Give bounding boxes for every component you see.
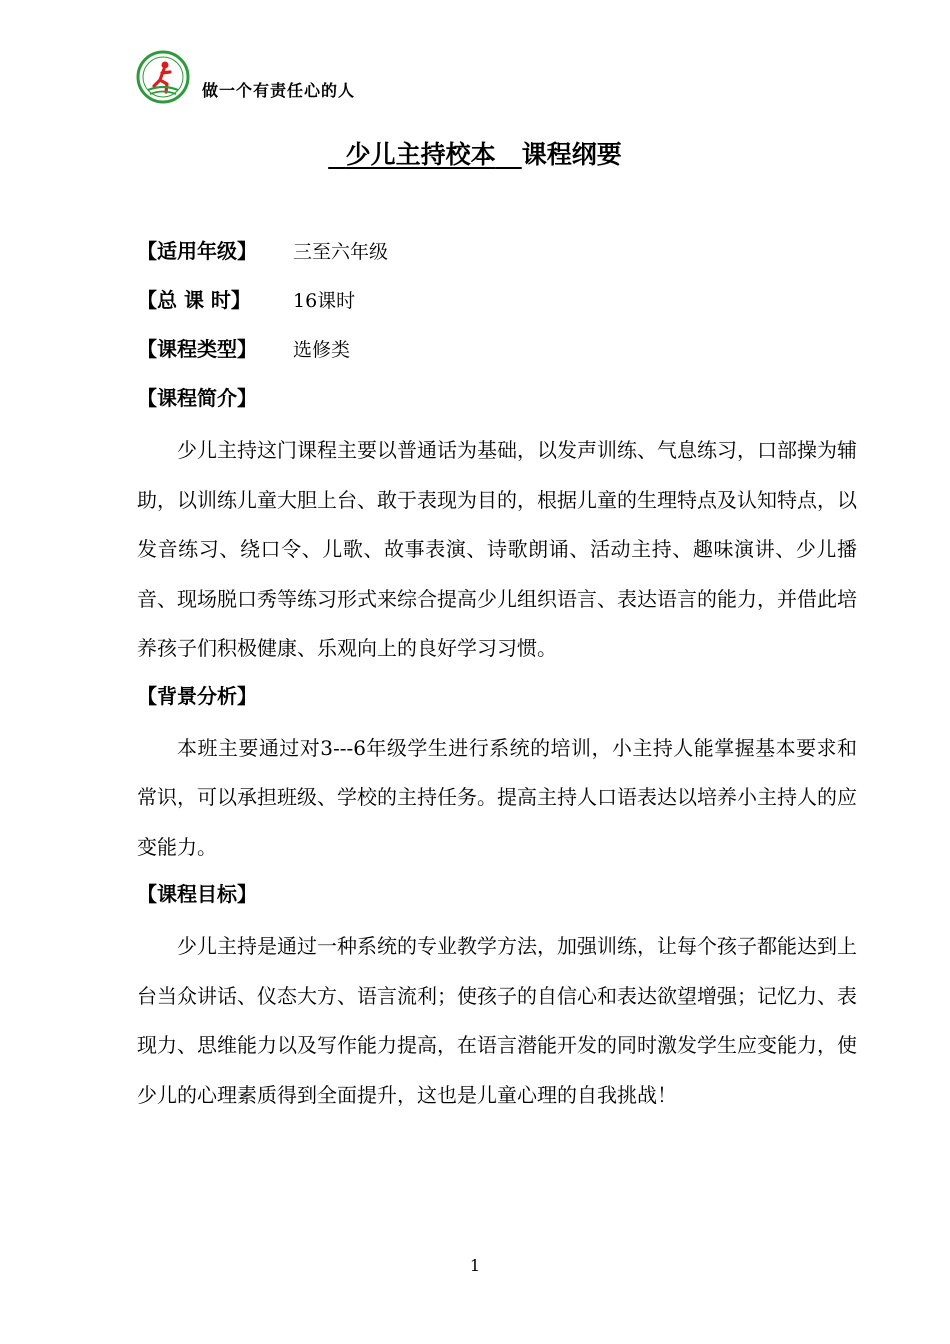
- title-suffix: 课程纲要: [521, 140, 622, 169]
- section-heading-intro: 【课程简介】: [137, 386, 257, 410]
- field-total-hours: [137, 279, 857, 328]
- field-label: 【课程类型】: [137, 337, 257, 361]
- section-heading-background: 【背景分析】: [137, 683, 257, 708]
- section-heading-goals: 【课程目标】: [137, 882, 257, 906]
- field-value: 选修类: [293, 339, 351, 361]
- school-motto: 做一个有责任心的人: [202, 81, 356, 100]
- field-value: 16课时: [293, 290, 356, 312]
- field-grade: [137, 230, 857, 279]
- title-course-name: [328, 140, 522, 169]
- section-text-goals: 少儿主持是通过一种系统的专业教学方法，加强训练，让每个孩子都能达到上台当众讲话、仪态大方、语言流利；使孩子的自信心和表达欲望增强；记忆力、表现力、思维能力以及写作能力提高，在语言潜能开发的同时激发学生应变能力，使少儿的心理素质得到全面提升，这也是儿童心理的自我挑战！: [137, 934, 857, 1107]
- field-value: 三至六年级: [293, 241, 389, 263]
- page-number: 1: [469, 1256, 481, 1275]
- page-header: [136, 50, 536, 106]
- document-body: [137, 230, 857, 1121]
- title-course-name-text: 少儿主持校本: [345, 140, 496, 169]
- field-label: 【总 课 时】: [137, 288, 251, 312]
- field-course-type: [137, 328, 857, 377]
- section-text-background: 本班主要通过对3---6年级学生进行系统的培训，小主持人能掌握基本要求和常识，可以承担班级、学校的主持任务。提高主持人口语表达以培养小主持人的应变能力。: [137, 735, 857, 859]
- document-title: [0, 135, 950, 171]
- field-label: 【适用年级】: [137, 239, 257, 263]
- section-text-intro: 少儿主持这门课程主要以普通话为基础，以发声训练、气息练习，口部操为辅助，以训练儿童大胆上台、敢于表现为目的，根据儿童的生理特点及认知特点，以发音练习、绕口令、儿歌、故事表演、诗歌朗诵、活动主持、趣味演讲、少儿播音、现场脱口秀等练习形式来综合提高少儿组织语言、表达语言的能力，并借此培养孩子们积极健康、乐观向上的良好学习习惯。: [137, 438, 857, 660]
- school-logo-icon: [136, 50, 190, 104]
